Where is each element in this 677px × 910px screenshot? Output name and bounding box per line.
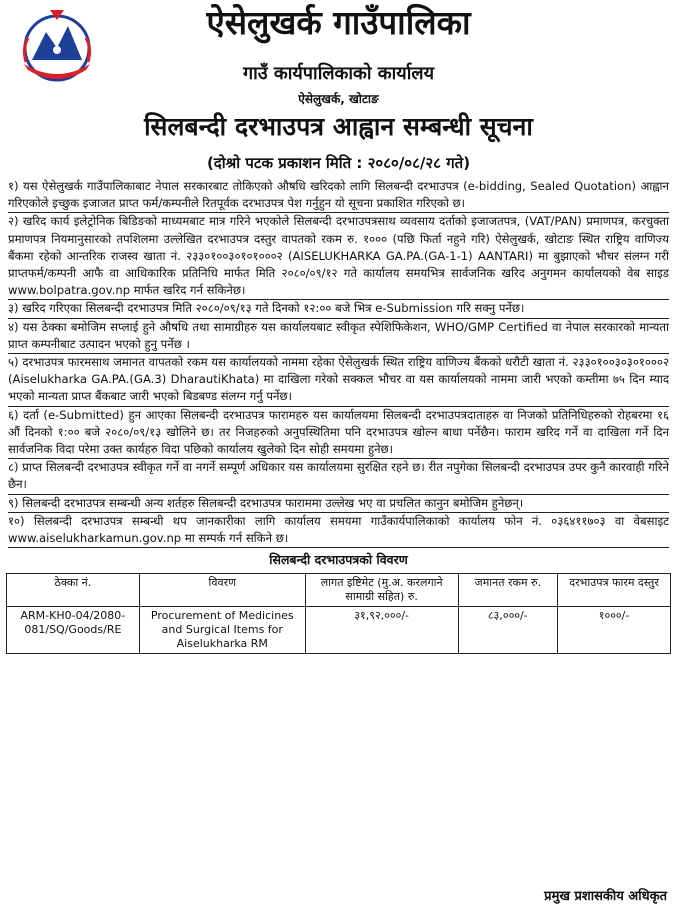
cell-deposit: ८३,०००/-: [458, 607, 558, 654]
details-heading: सिलबन्दी दरभाउपत्रको विवरण: [269, 552, 408, 568]
office-name: गाउँ कार्यपालिकाको कार्यालय: [242, 63, 435, 84]
clause-9: ९) सिलबन्दी दरभाउपत्र सम्बन्धी अन्य शर्तहरु सिलबन्दी दरभाउपत्र फाराममा उल्लेख भए वा प्रचलित कानुन बमोजिम हुनेछन्।: [8, 495, 669, 513]
details-table: [6, 573, 671, 654]
clause-2: २) खरिद कार्य इलेट्रोनिक बिडिङको माध्यमबाट मात्र गरिने भएकोले सिलबन्दी दरभाउपत्रसाथ व्यवसाय दर्ताको इजाजतपत्र, (VAT/PAN) प्रमाणपत्र, करचुक्ता प्रमाणपत्र नियमानुसारको तपशिलमा उल्लेखित दरभाउपत्र दस्तुर वापतको रकम रु. १००० (पछि फिर्ता नहुने गरि) ऐसेलुखर्क, खोटाङ स्थित राष्ट्रिय वाणिज्य बैंकमा रहेको आन्तरिक राजस्व खाता नं. २३३०१००३०१०१०००२ (AISELUKHARKA GA.PA.(GA-1-1) AANTARI) मा बुझाएको भौचर संलग्न गरी प्राप्तफर्म/कम्पनी आफै वा आधिकारिक प्रतिनिधि मार्फत मिति २०८०/०९/१२ गते कार्यालय समयभित्र सार्वजनिक खरिद अनुगमन कार्यालयको वेब साइड www.bolpatra.gov.np मार्फत खरिद गर्न सकिनेछ।: [8, 213, 669, 300]
cell-description: Procurement of Medicines and Surgical Items for Aiselukharka RM: [139, 607, 305, 654]
cell-fee: १०००/-: [558, 607, 671, 654]
table-row: [7, 607, 671, 654]
office-address: ऐसेलुखर्क, खोटाङ: [298, 92, 379, 106]
column-header-contract-no: ठेक्का नं.: [7, 574, 140, 607]
column-header-description: विवरण: [139, 574, 305, 607]
signature-title: प्रमुख प्रशासकीय अधिकृत: [544, 889, 667, 904]
table-header-row: [7, 574, 671, 607]
clause-3: ३) खरिद गरिएका सिलबन्दी दरभाउपत्र मिति २०८०/०९/१३ गते दिनको १२:०० बजे भित्र e-Submission गरि सक्नु पर्नेछ।: [8, 300, 669, 318]
clause-5: ५) दरभाउपत्र फारमसाथ जमानत वापतको रकम यस कार्यालयको नाममा रहेका ऐसेलुखर्क स्थित राष्ट्रिय वाणिज्य बैंकको धरौटी खाता नं. २३३०१००३०३०१०००२ (Aiselukharka GA.PA.(GA.3) DharautiKhata) मा दाखिला गरेको सक्कल भौचर वा यस कार्यालयको नाममा जारी भएको कम्तीमा ७५ दिन म्याद भएको मान्यता प्राप्त बैंकबाट जारी भएको बिडबण्ड संलग्न गर्नु पर्नेछ।: [8, 354, 669, 407]
column-header-fee: दरभाउपत्र फारम दस्तुर: [558, 574, 671, 607]
column-header-estimate: लागत इष्टिमेट (मु.अ. करलगाने सामाग्री सहित) रु.: [305, 574, 458, 607]
clause-list: [6, 178, 671, 548]
cell-estimate: ३१,९२,०००/-: [305, 607, 458, 654]
clause-1: १) यस ऐसेलुखर्क गाउँपालिकाबाट नेपाल सरकारबाट तोकिएको औषधि खरिदको लागि सिलबन्दी दरभाउपत्र (e-bidding, Sealed Quotation) आह्वान गरिएकोले इच्छुक इजाजत प्राप्त फर्म/कम्पनीले रितपूर्वक दरभाउपत्र पेश गर्नुहुन यो सूचना प्रकाशित गरिएको छ।: [8, 178, 669, 213]
clause-8: ८) प्राप्त सिलबन्दी दरभाउपत्र स्वीकृत गर्ने वा नगर्ने सम्पूर्ण अधिकार यस कार्यालयमा सुरक्षित रहने छ। रीत नपुगेका सिलबन्दी दरभाउपत्र उपर कुनै कारवाही गरिने छैन।: [8, 459, 669, 494]
publication-date: (दोश्रो पटक प्रकाशन मिति : २०८०/०८/२८ गते): [206, 154, 471, 172]
notice-header: [6, 0, 671, 178]
clause-10: १०) सिलबन्दी दरभाउपत्र सम्बन्धी थप जानकारीका लागि कार्यालय समयमा गाउँकार्यपालिकाको कार्यालय फोन नं. ०३६४११७०३ वा वेबसाइट www.aiselukharkamun.gov.np मा सम्पर्क गर्न सकिने छ।: [8, 513, 669, 548]
cell-contract-no: ARM-KH0-04/2080-081/SQ/Goods/RE: [7, 607, 140, 654]
clause-6: ६) दर्ता (e-Submitted) हुन आएका सिलबन्दी दरभाउपत्र फारामहरु यस कार्यालयमा सिलबन्दी दरभाउपत्रदाताहरु वा निजको प्रतिनिधिहरुको रोहबरमा १६ औं दिनको १:०० बजे २०८०/०९/१३ खोलिने छ। तर निजहरुको अनुपस्थितिमा पनि दरभाउपत्र खोल्न बाधा पर्नेछैन। फाराम खरिद गर्ने वा दाखिला गर्ने दिन सार्वजनिक विदा परेमा उक्त कार्यहरु विदा पछिको कार्यालय खुलेको दिन सोही समयमा हुनेछ।: [8, 407, 669, 460]
clause-4: ४) यस ठेक्का बमोजिम सप्लाई हुने औषधि तथा सामाग्रीहरु यस कार्यालयबाट स्वीकृत स्पेशिफिकेशन, WHO/GMP Certified वा नेपाल सरकारको मान्यता प्राप्त कम्पनीबाट उत्पादन भएको हुनु पर्नेछ ।: [8, 319, 669, 354]
org-name: ऐसेलुखर्क गाउँपालिका: [206, 3, 471, 42]
notice-title: सिलबन्दी दरभाउपत्र आह्वान सम्बन्धी सूचना: [144, 112, 533, 141]
column-header-deposit: जमानत रकम रु.: [458, 574, 558, 607]
